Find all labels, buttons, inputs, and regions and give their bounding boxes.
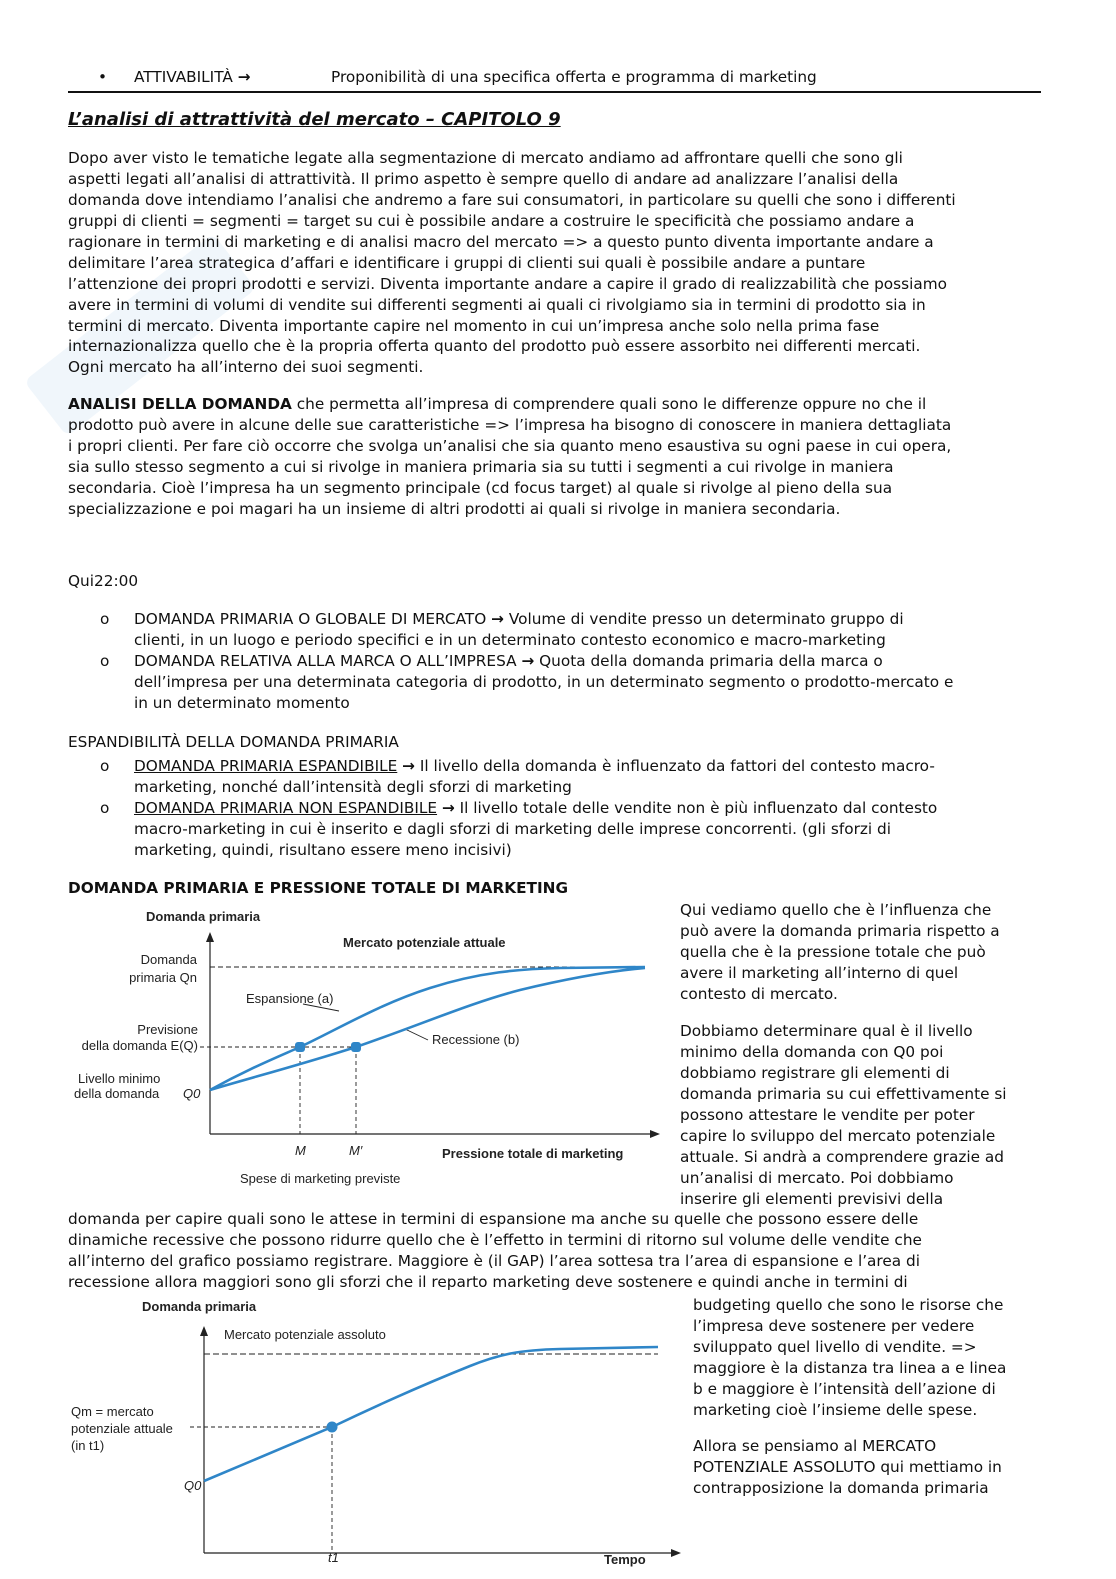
fig1-q0: Q0	[183, 1086, 201, 1101]
text-line: capire lo sviluppo del mercato potenziale	[680, 1126, 996, 1145]
text-line: recessione allora maggiori sono gli sforzi che il reparto marketing deve sostenere e quindi anche in termini di	[68, 1272, 908, 1291]
fig2-top-label: Mercato potenziale assoluto	[224, 1327, 386, 1342]
text-line: prodotto può avere in alcune delle sue caratteristiche => l’impresa ha bisogno di conoscere in maniera dettagliata	[68, 415, 952, 434]
text-line: sia sullo stesso segmento a cui si rivolge in maniera primaria sia su tutti i segmenti a cui rivolge in maniera	[68, 457, 894, 476]
fig1-x-subtitle: Spese di marketing previste	[240, 1171, 401, 1186]
header-bullet: •	[98, 68, 108, 86]
text-line: internazionalizza quello che è la propria offerta quanto del prodotto può essere assorbito nei differenti mercati.	[68, 337, 921, 356]
text-line: attuale. Si andrà a comprendere grazie ad	[680, 1147, 1004, 1166]
header-term-text: ATTIVABILITÀ	[134, 68, 233, 86]
text-line: l’attenzione dei propri prodotti e servizi. Diventa importante andare a capire il grado di realizzabilità che possiamo	[68, 274, 947, 293]
text-line: Allora se pensiamo al MERCATO	[693, 1437, 937, 1455]
text-line: contesto di mercato.	[680, 984, 838, 1003]
fig1-q0-label: Livello minimo	[78, 1071, 161, 1086]
text-line: Dobbiamo determinare qual è il livello	[680, 1022, 973, 1040]
text-line: i propri clienti. Per fare ciò occorre che svolga un’analisi che sia quanto meno esaustiva su ogni paese in cui opera,	[68, 436, 952, 455]
list-term: DOMANDA PRIMARIA NON ESPANDIBILE	[134, 798, 438, 817]
text-line: aspetti legati all’analisi di attrattività. Il primo aspetto è sempre quello di andare ad analizzare l’analisi della	[68, 169, 899, 188]
list-bullet: o	[100, 757, 110, 775]
arrow-right-icon: →	[491, 610, 504, 628]
fig1-eq-label: Previsione	[137, 1022, 198, 1037]
text-line: in un determinato momento	[134, 693, 350, 712]
text-line: domanda per capire quali sono le attese in termini di espansione ma anche su quelle che possono essere delle	[68, 1210, 919, 1228]
subheading: ESPANDIBILITÀ DELLA DOMANDA PRIMARIA	[68, 733, 399, 751]
x-axis-arrowhead	[671, 1549, 681, 1557]
text-line: dell’impresa per una determinata categoria di prodotto, in un determinato segmento o prodotto-mercato e	[134, 672, 954, 691]
point-t1	[327, 1422, 338, 1433]
text-line: secondaria. Cioè l’impresa ha un segmento principale (cd focus target) al quale si rivolge al pieno della sua	[68, 478, 893, 497]
text-line: budgeting quello che sono le risorse che	[693, 1296, 1004, 1314]
text-line: dobbiamo registrare gli elementi di	[680, 1063, 950, 1082]
fig2-qm-label: Qm = mercato	[71, 1404, 154, 1419]
fig2-t1-tick: t1	[328, 1550, 339, 1565]
text-line: clienti, in un luogo e periodo specifici e in un determinato contesto economico e macro-marketing	[134, 630, 886, 649]
text-line: dinamiche recessive che possono ridurre quello che è l’effetto in termini di ritorno sul volume delle vendite che	[68, 1230, 922, 1249]
text-line: un’analisi di mercato. Poi dobbiamo	[680, 1168, 954, 1187]
side-text-2a	[693, 1295, 1006, 1421]
text-line: contrapposizione la domanda primaria	[693, 1478, 989, 1497]
chapter-title: L’analisi di attrattività del mercato – CAPITOLO 9	[68, 109, 561, 130]
text-line: domanda primaria su cui effettivamente si	[680, 1084, 1007, 1103]
text-line: possono attestare le vendite per poter	[680, 1105, 975, 1124]
list-term: DOMANDA PRIMARIA ESPANDIBILE	[134, 757, 398, 775]
text-line: gruppi di clienti = segmenti = target su cui è possibile andare a costruire le specificità che possiamo andare a	[68, 211, 915, 230]
text-line: marketing cioè l’insieme delle spese.	[693, 1400, 978, 1419]
fig1-eq-label: della domanda E(Q)	[81, 1038, 198, 1053]
text-line: termini di mercato. Diventa importante capire nel momento in cui un’impresa anche solo nella prima fase	[68, 316, 880, 335]
text-line: quella che è la pressione totale che può	[680, 942, 986, 961]
fig2-qm-label: (in t1)	[71, 1438, 105, 1453]
text-line: può avere la domanda primaria rispetto a	[680, 921, 1000, 940]
text-line: inserire gli elementi previsivi della	[680, 1189, 944, 1208]
text-line: domanda dove intendiamo l’analisi che andremo a fare sui consumatori, in particolare su quelli che sono i differenti	[68, 190, 956, 209]
list-bullet: o	[100, 798, 110, 817]
list-term: DOMANDA RELATIVA ALLA MARCA O ALL’IMPRESA	[134, 651, 517, 670]
text-line: b e maggiore è l’intensità dell’azione di	[693, 1379, 996, 1398]
fig1-y-title: Domanda primaria	[146, 909, 261, 924]
bold-lead: ANALISI DELLA DOMANDA	[68, 395, 292, 413]
arrow-right-icon: →	[402, 757, 415, 775]
list-term: DOMANDA PRIMARIA O GLOBALE DI MERCATO	[134, 610, 487, 628]
text-line: Dopo aver visto le tematiche legate alla segmentazione di mercato andiamo ad affrontare quelli che sono gli	[68, 149, 903, 167]
section-heading: DOMANDA PRIMARIA E PRESSIONE TOTALE DI MARKETING	[68, 879, 569, 897]
text-line: marketing, nonché dall’intensità degli sforzi di marketing	[134, 777, 572, 796]
text-line: specializzazione e poi magari ha un insieme di altri prodotti ai quali si rivolge in maniera secondaria.	[68, 499, 841, 518]
text-line: sviluppato quel livello di vendite. =>	[693, 1337, 977, 1356]
text-line: minimo della domanda con Q0 poi	[680, 1042, 944, 1061]
fig1-m-tick: M	[295, 1143, 306, 1158]
fig1-curve-a-label: Espansione (a)	[246, 991, 334, 1006]
fig1-q0-label: della domanda	[74, 1086, 160, 1101]
arrow-right-icon: →	[237, 68, 251, 86]
fig1-curve-b-label: Recessione (b)	[432, 1032, 520, 1047]
fig2-x-title: Tempo	[604, 1552, 646, 1567]
fig2-qm-label: potenziale attuale	[71, 1421, 173, 1436]
list-definition: Il livello della domanda è influenzato da fattori del contesto macro-	[419, 757, 935, 775]
fig1-qn-label: Domanda	[140, 952, 197, 967]
fig1-m-prime-tick: M′	[349, 1143, 363, 1158]
text-line: avere in termini di volumi di vendite sui differenti segmenti ai quali ci rivolgiamo sia in termini di prodotto sia in	[68, 295, 926, 314]
curve-domanda	[204, 1347, 658, 1481]
list-definition: Il livello totale delle vendite non è più influenzato dal contesto	[459, 798, 938, 817]
header-definition: Proponibilità di una specifica offerta e programma di marketing	[331, 68, 817, 86]
list-bullet: o	[100, 610, 110, 628]
fig2-q0: Q0	[184, 1478, 202, 1493]
fig2-y-title: Domanda primaria	[142, 1299, 257, 1314]
text-line: macro-marketing in cui è inserito e dagli sforzi di marketing delle imprese concorrenti. (gli sforzi di	[134, 819, 891, 838]
text-line: POTENZIALE ASSOLUTO qui mettiamo in	[693, 1457, 1002, 1476]
text-line: all’interno del grafico possiamo registrare. Maggiore è (il GAP) l’area sottesa tra l’area di espansione e l’area di	[68, 1251, 920, 1270]
text-line: Qui vediamo quello che è l’influenza che	[680, 901, 992, 919]
arrow-right-icon: →	[521, 651, 535, 670]
text-line: Ogni mercato ha all’interno dei suoi segmenti.	[68, 358, 424, 377]
text-line: delimitare l’area strategica d’affari e identificare i gruppi di clienti sui quali è possibile andare a puntare	[68, 253, 866, 272]
text-line: ragionare in termini di marketing e di analisi macro del mercato => a questo punto diventa importante andare a	[68, 232, 934, 251]
list-definition: Quota della domanda primaria della marca o	[539, 651, 883, 670]
line-text: che permetta all’impresa di comprendere quali sono le differenze oppure no che il	[291, 395, 927, 413]
list-bullet: o	[100, 651, 110, 670]
fig1-x-title: Pressione totale di marketing	[442, 1146, 624, 1161]
text-line: maggiore è la distanza tra linea a e linea	[693, 1358, 1007, 1377]
arrow-right-icon: →	[441, 798, 455, 817]
fig1-qn-label: primaria Qn	[129, 970, 197, 985]
fig1-top-label: Mercato potenziale attuale	[343, 935, 506, 950]
text-line: marketing, quindi, risultano essere meno incisivi)	[134, 840, 512, 859]
list-definition: Volume di vendite presso un determinato gruppo di	[508, 610, 904, 628]
text-line: l’impresa deve sostenere per vedere	[693, 1316, 975, 1335]
time-marker: Qui22:00	[68, 572, 139, 590]
text-line: avere il marketing all’interno di quel	[680, 963, 959, 982]
y-axis-arrowhead	[200, 1326, 208, 1336]
side-text-2b	[693, 1436, 1002, 1499]
